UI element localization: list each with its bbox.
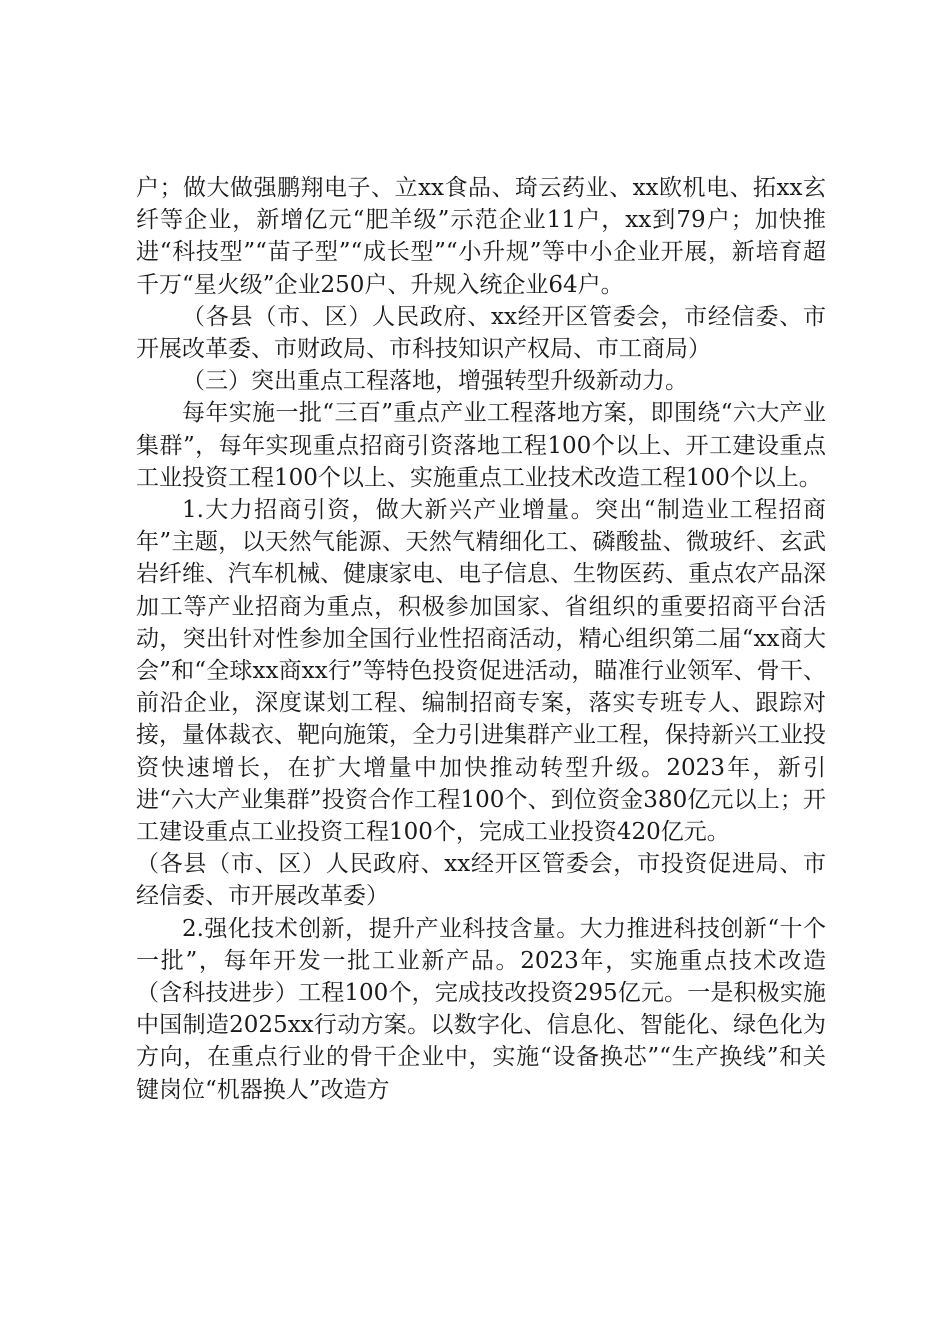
paragraph-6: （各县（市、区）人民政府、xx经开区管委会，市投资促进局、市经信委、市开展改革委） xyxy=(136,851,826,910)
paragraph-4: 每年实施一批“三百”重点产业工程落地方案，即围绕“六大产业集群”，每年实现重点招商引资落地工程100个以上、开工建设重点工业投资工程100个以上、实施重点工业技术改造工程100个以上。 xyxy=(136,400,826,491)
paragraph-7: 2.强化技术创新，提升产业科技含量。大力推进科技创新“十个一批”，每年开发一批工业新产品。2023年，实施重点技术改造（含科技进步）工程100个，完成技改投资295亿元。一是积极实施中国制造2025xx行动方案。以数字化、信息化、智能化、绿色化为方向，在重点行业的骨干企业中，实施“设备换芯”“生产换线”和关键岗位“机器换人”改造方 xyxy=(136,915,826,1103)
paragraph-1: 户；做大做强鹏翔电子、立xx食品、琦云药业、xx欧机电、拓xx玄纤等企业，新增亿元“肥羊级”示范企业11户，xx到79户；加快推进“科技型”“苗子型”“成长型”“小升规”等中小企业开展，新培育超千万“星火级”企业250户、升规入统企业64户。 xyxy=(136,175,826,298)
document-page xyxy=(136,172,826,1106)
paragraph-5: 1.大力招商引资，做大新兴产业增量。突出“制造业工程招商年”主题，以天然气能源、天然气精细化工、磷酸盐、微玻纤、玄武岩纤维、汽车机械、健康家电、电子信息、生物医药、重点农产品深加工等产业招商为重点，积极参加国家、省组织的重要招商平台活动，突出针对性参加全国行业性招商活动，精心组织第二届“xx商大会”和“全球xx商xx行”等特色投资促进活动，瞄准行业领军、骨干、前沿企业，深度谋划工程、编制招商专案，落实专班专人、跟踪对接，量体裁衣、靶向施策，全力引进集群产业工程，保持新兴工业投资快速增长，在扩大增量中加快推动转型升级。2023年，新引进“六大产业集群”投资合作工程100个、到位资金380亿元以上；开工建设重点工业投资工程100个，完成工业投资420亿元。 xyxy=(136,497,826,846)
section-heading: （三）突出重点工程落地，增强转型升级新动力。 xyxy=(182,368,688,395)
paragraph-2: （各县（市、区）人民政府、xx经开区管委会，市经信委、市开展改革委、市财政局、市科技知识产权局、市工商局） xyxy=(136,303,826,363)
